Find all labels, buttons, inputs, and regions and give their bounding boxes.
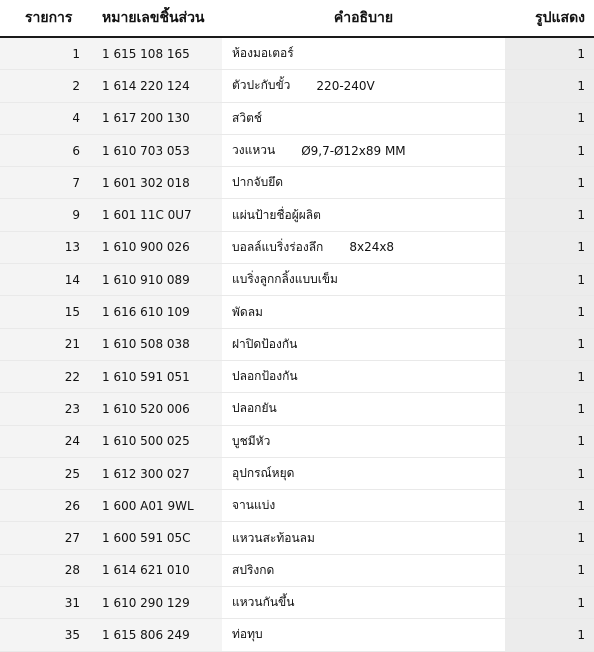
item-number: 26 [0,490,90,521]
part-number: 1 616 610 109 [90,296,222,327]
table-row [0,264,594,296]
item-number: 27 [0,522,90,553]
item-number: 1 [0,38,90,69]
item-number: 15 [0,296,90,327]
description [222,296,505,327]
table-row [0,522,594,554]
description [222,103,505,134]
item-number: 6 [0,135,90,166]
table-row [0,393,594,425]
description [222,490,505,521]
item-number: 13 [0,232,90,263]
quantity: 1 [505,393,594,424]
part-number: 1 615 806 249 [90,619,222,650]
part-number: 1 610 508 038 [90,329,222,360]
part-number: 1 610 591 051 [90,361,222,392]
part-number: 1 610 290 129 [90,587,222,618]
description-text: ปลอกป้องกัน [232,369,298,384]
description-text: แหวนกันขึ้น [232,595,295,610]
quantity: 1 [505,458,594,489]
quantity: 1 [505,38,594,69]
item-number: 35 [0,619,90,650]
quantity: 1 [505,232,594,263]
part-number: 1 601 11C 0U7 [90,199,222,230]
description-spec: 220-240V [316,78,375,93]
description [222,329,505,360]
table-row [0,426,594,458]
quantity: 1 [505,619,594,650]
item-number: 25 [0,458,90,489]
table-row [0,587,594,619]
description-text: ปากจับยึด [232,175,284,190]
part-number: 1 600 591 05C [90,522,222,553]
quantity: 1 [505,426,594,457]
part-number: 1 610 703 053 [90,135,222,166]
table-row [0,103,594,135]
quantity: 1 [505,490,594,521]
part-number: 1 601 302 018 [90,167,222,198]
part-number: 1 610 910 089 [90,264,222,295]
part-number: 1 610 500 025 [90,426,222,457]
item-number: 14 [0,264,90,295]
description-text: ฝาปิดป้องกัน [232,336,298,351]
quantity: 1 [505,135,594,166]
description-text: สปริงกด [232,562,275,577]
quantity: 1 [505,587,594,618]
part-number: 1 610 900 026 [90,232,222,263]
table-row [0,38,594,70]
item-number: 23 [0,393,90,424]
description-text: แหวนสะท้อนลม [232,530,315,545]
description-text: ห้องมอเตอร์ [232,46,294,61]
description [222,393,505,424]
quantity: 1 [505,264,594,295]
description [222,135,505,166]
part-number: 1 612 300 027 [90,458,222,489]
description [222,167,505,198]
description [222,619,505,650]
description [222,232,505,263]
quantity: 1 [505,296,594,327]
description-text: พัดลม [232,304,263,319]
description [222,587,505,618]
part-number: 1 610 520 006 [90,393,222,424]
table-row [0,619,594,651]
description-text: แบริ่งลูกกลิ้งแบบเข็ม [232,272,338,287]
table-row [0,490,594,522]
description [222,426,505,457]
quantity: 1 [505,70,594,101]
description-text: บอลล์แบริ่งร่องลึก [232,239,324,254]
table-row [0,135,594,167]
part-number: 1 614 621 010 [90,555,222,586]
part-number: 1 615 108 165 [90,38,222,69]
description [222,555,505,586]
part-number: 1 617 200 130 [90,103,222,134]
description-text: บูชมีหัว [232,433,271,448]
description [222,264,505,295]
description-text: ตัวปะกับขั้ว [232,78,291,93]
item-number: 31 [0,587,90,618]
header-description: คำอธิบาย [333,10,394,26]
item-number: 28 [0,555,90,586]
item-number: 9 [0,199,90,230]
quantity: 1 [505,167,594,198]
table-row [0,329,594,361]
table-header [0,0,594,38]
quantity: 1 [505,199,594,230]
table-row [0,70,594,102]
quantity: 1 [505,361,594,392]
description [222,70,505,101]
table-row [0,232,594,264]
description [222,458,505,489]
quantity: 1 [505,329,594,360]
part-number: 1 600 A01 9WL [90,490,222,521]
header-item: รายการ [25,10,73,26]
description [222,361,505,392]
item-number: 2 [0,70,90,101]
table-row [0,199,594,231]
item-number: 7 [0,167,90,198]
description-spec: 8x24x8 [349,240,395,255]
table-row [0,167,594,199]
header-qty: รูปแสดง [535,10,585,26]
description-text: ท่อทุบ [232,627,263,642]
table-row [0,296,594,328]
description [222,522,505,553]
description-text: วงแหวน [232,143,276,158]
quantity: 1 [505,103,594,134]
description-text: สวิตช์ [232,110,262,125]
item-number: 22 [0,361,90,392]
description [222,38,505,69]
description-text: แผ่นป้ายชื่อผู้ผลิต [232,207,321,222]
table-row [0,555,594,587]
item-number: 24 [0,426,90,457]
description-text: ปลอกยัน [232,401,277,416]
quantity: 1 [505,555,594,586]
description [222,199,505,230]
table-row [0,458,594,490]
description-text: จานแบ่ง [232,498,276,513]
header-part-number: หมายเลขชิ้นส่วน [102,10,205,26]
part-number: 1 614 220 124 [90,70,222,101]
table-row [0,361,594,393]
quantity: 1 [505,522,594,553]
description-spec: Ø9,7-Ø12x89 MM [301,143,406,158]
item-number: 21 [0,329,90,360]
table-body [0,38,594,652]
description-text: อุปกรณ์หยุด [232,466,295,480]
item-number: 4 [0,103,90,134]
